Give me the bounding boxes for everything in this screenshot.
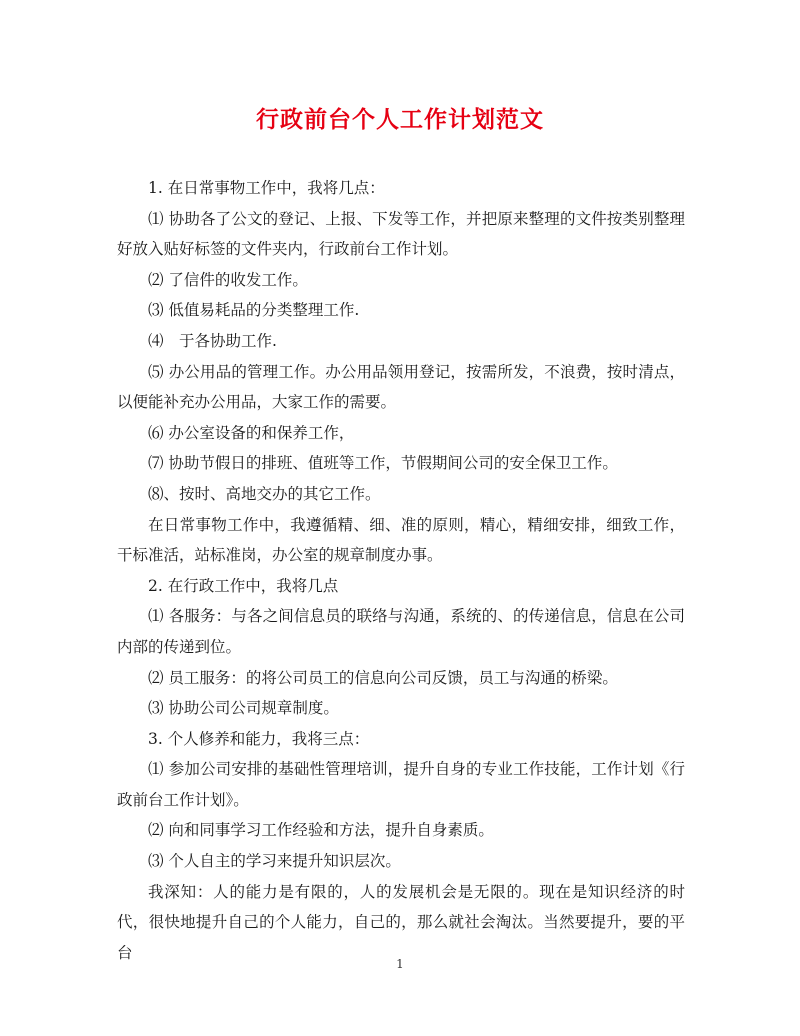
- paragraph: ⑶ 个人自主的学习来提升知识层次。: [148, 852, 401, 871]
- paragraph: ⑺ 协助节假日的排班、值班等工作，节假期间公司的安全保卫工作。: [148, 454, 618, 473]
- paragraph: 3. 个人修养和能力，我将三点：: [148, 729, 370, 748]
- paragraph: ⑹ 办公室设备的和保养工作，: [148, 423, 355, 442]
- document-title: 行政前台个人工作计划范文: [256, 106, 544, 133]
- document-body: [117, 173, 685, 968]
- paragraph: ⑵ 员工服务：的将公司员工的信息向公司反馈，员工与沟通的桥梁。: [148, 668, 618, 687]
- paragraph: ⑴ 各服务：与各之间信息员的联络与沟通，系统的、的传递信息，信息在公司内部的传递到位。: [117, 607, 685, 656]
- paragraph: ⑻、按时、高地交办的其它工作。: [148, 484, 381, 503]
- paragraph: 我深知：人的能力是有限的，人的发展机会是无限的。现在是知识经济的时代，很快地提升自己的个人能力，自己的，那么就社会淘汰。当然要提升，要的平台: [117, 882, 685, 962]
- paragraph: ⑵ 了信件的收发工作。: [148, 270, 308, 289]
- paragraph: 在日常事物工作中，我遵循精、细、准的原则，精心，精细安排，细致工作，干标准活，站标准岗，办公室的规章制度办事。: [117, 515, 685, 565]
- paragraph: ⑷ 于各协助工作.: [148, 331, 277, 350]
- paragraph: ⑸ 办公用品的管理工作。办公用品领用登记，按需所发，不浪费，按时清点，以便能补充办公用品，大家工作的需要。: [117, 362, 685, 412]
- paragraph: ⑴ 协助各了公文的登记、上报、下发等工作，并把原来整理的文件按类别整理好放入贴好标签的文件夹内，行政前台工作计划。: [117, 209, 685, 259]
- page-number: 1: [396, 957, 404, 971]
- paragraph: ⑴ 参加公司安排的基础性管理培训，提升自身的专业工作技能，工作计划《行政前台工作计划》。: [117, 760, 685, 809]
- paragraph: ⑵ 向和同事学习工作经验和方法，提升自身素质。: [148, 821, 494, 840]
- paragraph: ⑶ 低值易耗品的分类整理工作.: [148, 301, 360, 320]
- paragraph: 2. 在行政工作中，我将几点: [148, 576, 339, 595]
- paragraph: ⑶ 协助公司公司规章制度。: [148, 699, 339, 718]
- paragraph: 1. 在日常事物工作中，我将几点：: [148, 179, 385, 197]
